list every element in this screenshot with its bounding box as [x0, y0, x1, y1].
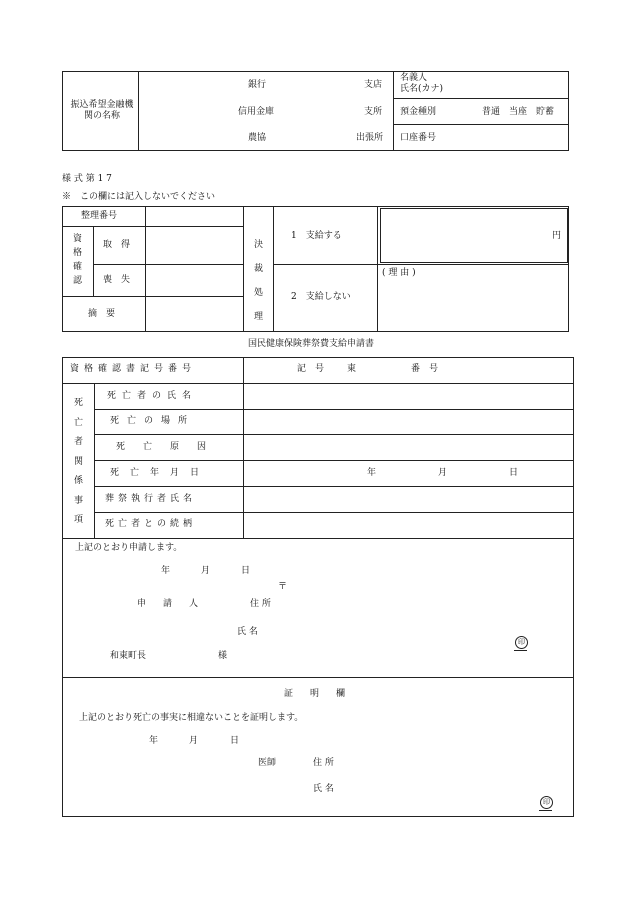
- form-number: 様 式 第 1 7: [62, 174, 112, 184]
- office-divider: [62, 296, 243, 297]
- cert-year: 年: [149, 736, 159, 746]
- institution-bank: 銀行: [248, 80, 267, 90]
- applicant-name-label: 氏 名: [237, 627, 258, 637]
- office-use-note: ※ この欄には記入しないでください: [62, 192, 216, 202]
- cert-month: 月: [189, 736, 199, 746]
- deceased-section-label: 死 亡 者 関 係 事 項: [74, 398, 84, 525]
- office-divider: [145, 206, 146, 332]
- account-holder-label: 名義人 氏名(カナ): [400, 73, 444, 94]
- bank-divider: [393, 71, 394, 151]
- pay-label: 1 支給する: [291, 231, 342, 241]
- request-month: 月: [201, 566, 211, 576]
- office-divider: [273, 264, 569, 265]
- reason-label: ( 理 由 ): [382, 268, 416, 278]
- request-statement: 上記のとおり申請します。: [75, 543, 183, 553]
- row-death-place: 死亡の場所: [110, 416, 196, 426]
- institution-nokyo: 農協: [248, 133, 267, 143]
- app-divider: [62, 383, 574, 384]
- office-divider: [273, 206, 274, 332]
- branch-shisho: 支所: [364, 107, 383, 117]
- bank-label: 振込希望金融機 関の名称: [70, 100, 134, 121]
- cert-day: 日: [230, 736, 240, 746]
- death-date-month: 月: [438, 468, 448, 478]
- app-divider: [94, 434, 574, 435]
- certification-statement: 上記のとおり死亡の事実に相違ないことを証明します。: [79, 713, 304, 723]
- postal-mark: 〒: [278, 582, 288, 592]
- form-title: 国民健康保険葬祭費支給申請書: [248, 339, 375, 349]
- seal-mark-applicant: 印: [515, 636, 528, 649]
- account-number-label: 口座番号: [400, 133, 437, 143]
- institution-shinkin: 信用金庫: [238, 107, 275, 117]
- bank-divider: [393, 124, 569, 125]
- seal-underline: [514, 650, 527, 651]
- amount-inner-box: [380, 208, 568, 263]
- addressee-label: 和東町長: [110, 651, 147, 661]
- bank-divider: [393, 98, 569, 99]
- request-day: 日: [241, 566, 251, 576]
- lose-label: 喪 失: [103, 275, 131, 285]
- cert-number-label: 資格確認書記号番号: [70, 364, 197, 374]
- applicant-label: 申 請 人: [137, 599, 203, 609]
- app-divider: [243, 357, 244, 538]
- row-death-cause: 死亡原因: [116, 442, 225, 452]
- dot-label: 東: [347, 364, 357, 374]
- row-funeral-host: 葬祭執行者氏名: [105, 494, 197, 504]
- app-divider: [94, 486, 574, 487]
- symbol-label: 記 号: [297, 364, 325, 374]
- deposit-type-options: 普通 当座 貯蓄: [482, 107, 555, 117]
- nopay-label: 2 支給しない: [291, 292, 351, 302]
- seal-underline: [539, 810, 552, 811]
- certification-title: 証 明 欄: [284, 689, 350, 699]
- qualification-label: 資 格 確 認: [73, 234, 83, 286]
- ref-number-label: 整理番号: [81, 211, 118, 221]
- row-death-date: 死亡年月日: [110, 468, 211, 478]
- branch-shiten: 支店: [364, 80, 383, 90]
- decision-label: 決 裁 処 理: [254, 240, 264, 322]
- death-date-year: 年: [367, 468, 377, 478]
- yen-label: 円: [552, 231, 562, 241]
- request-year: 年: [161, 566, 171, 576]
- acquire-label: 取 得: [103, 240, 131, 250]
- app-divider: [62, 677, 574, 678]
- row-relationship: 死亡者との続柄: [105, 519, 197, 529]
- doctor-address-label: 住 所: [313, 758, 334, 768]
- row-deceased-name: 死亡者の氏名: [107, 391, 198, 401]
- office-divider: [62, 226, 243, 227]
- honorific-label: 様: [218, 651, 228, 661]
- office-divider: [243, 206, 244, 332]
- app-divider: [94, 512, 574, 513]
- office-divider: [93, 226, 94, 296]
- deposit-type-label: 預金種別: [400, 107, 437, 117]
- branch-shucchojo: 出張所: [356, 133, 384, 143]
- doctor-label: 医師: [258, 758, 277, 768]
- number-label: 番 号: [411, 364, 439, 374]
- applicant-address-label: 住 所: [250, 599, 271, 609]
- summary-label: 摘 要: [88, 309, 116, 319]
- office-divider: [93, 264, 243, 265]
- app-divider: [62, 538, 574, 539]
- app-divider: [94, 460, 574, 461]
- death-date-day: 日: [509, 468, 519, 478]
- office-divider: [377, 206, 378, 332]
- app-divider: [94, 409, 574, 410]
- bank-divider: [138, 71, 139, 151]
- seal-mark-doctor: 印: [540, 796, 553, 809]
- doctor-name-label: 氏 名: [313, 784, 334, 794]
